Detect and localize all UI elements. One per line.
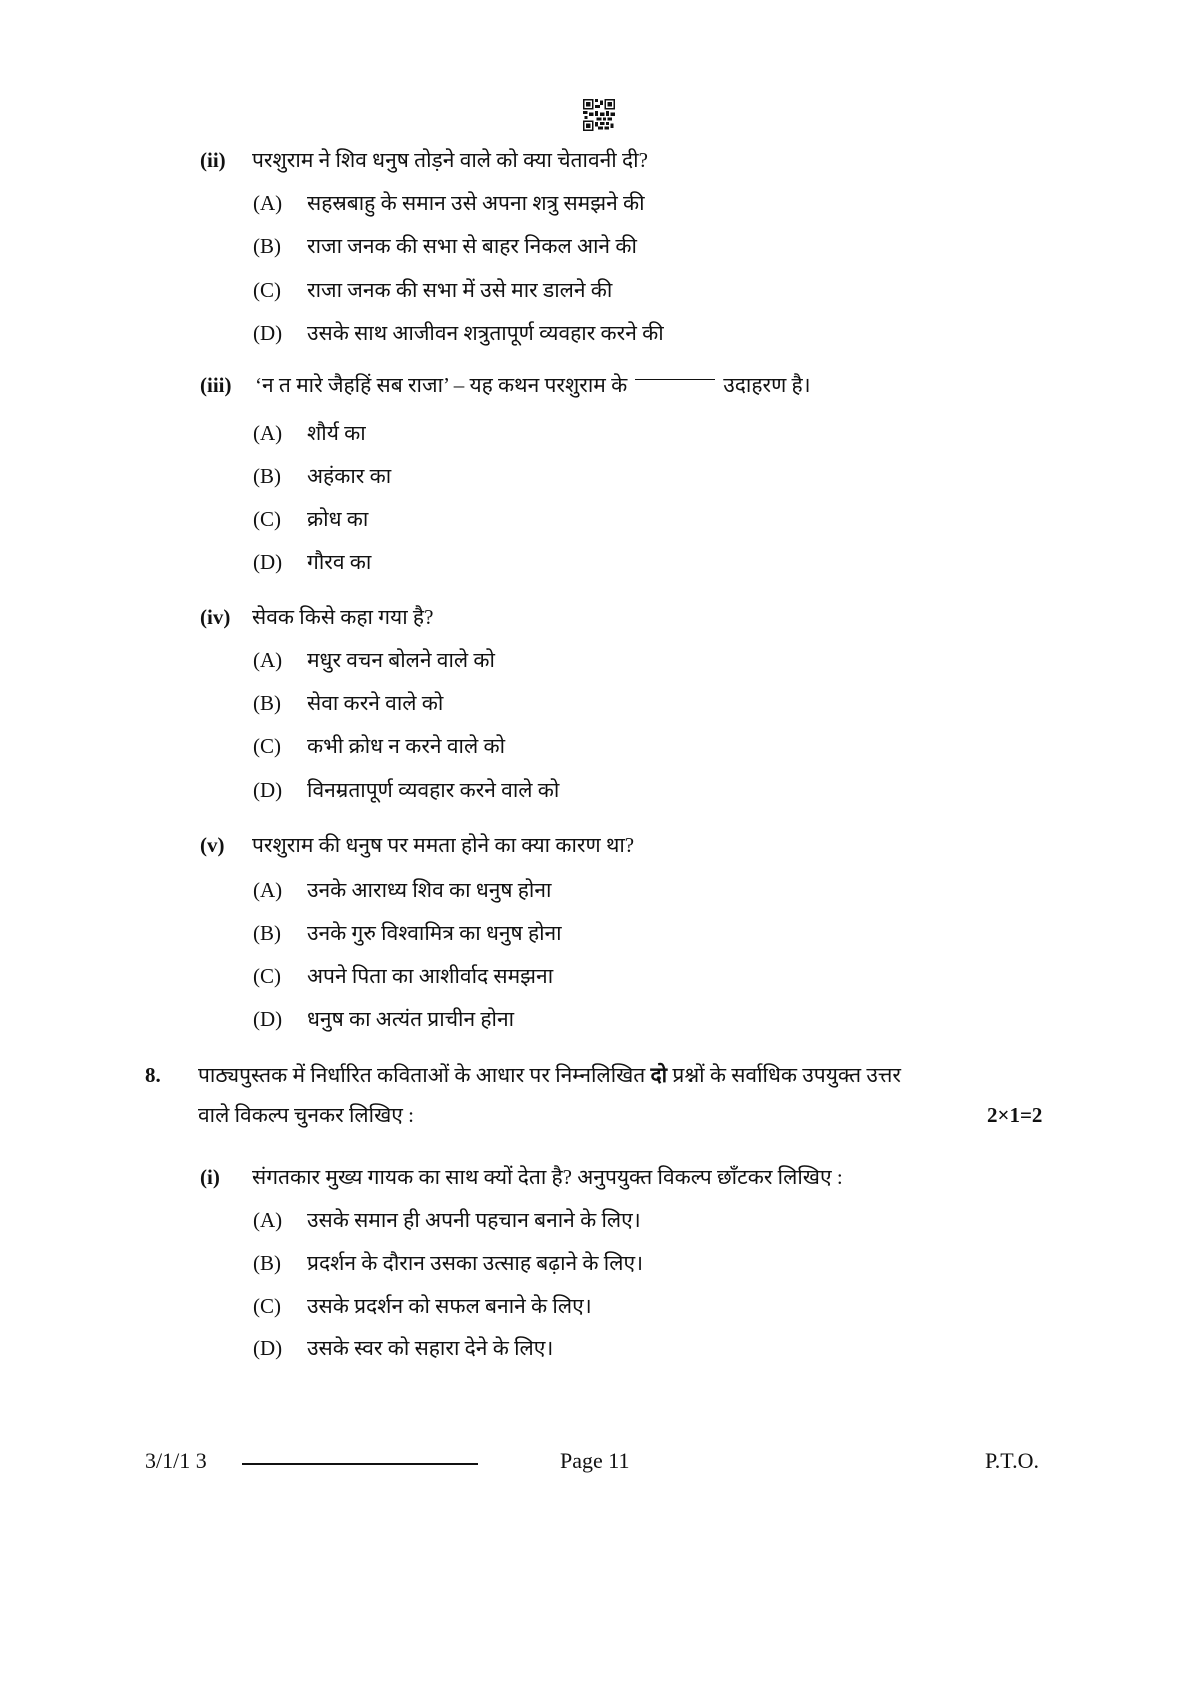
option-text: राजा जनक की सभा में उसे मार डालने की (307, 278, 613, 302)
option-text: शौर्य का (307, 421, 366, 445)
option-text: अपने पिता का आशीर्वाद समझना (307, 964, 554, 988)
fill-blank (635, 379, 715, 380)
question-text-emphasis: दो (650, 1063, 668, 1087)
question-text-after: प्रश्नों के सर्वाधिक उपयुक्त उत्तर (672, 1063, 901, 1087)
question-text: सेवक किसे कहा गया है? (252, 605, 434, 629)
page-number: Page 11 (560, 1448, 630, 1473)
question-text: परशुराम ने शिव धनुष तोड़ने वाले को क्या चेतावनी दी? (252, 148, 648, 172)
option-text: विनम्रतापूर्ण व्यवहार करने वाले को (307, 778, 560, 802)
option-label: (A) (253, 648, 283, 672)
footer-divider (242, 1463, 478, 1465)
option-text: मधुर वचन बोलने वाले को (307, 648, 495, 672)
option-label: (C) (253, 278, 281, 302)
option-text: गौरव का (307, 550, 372, 574)
question-text (198, 1061, 901, 1089)
option-label: (B) (253, 691, 281, 715)
option-text: उनके आराध्य शिव का धनुष होना (307, 878, 552, 902)
pto-label: P.T.O. (985, 1448, 1039, 1473)
option-label: (C) (253, 964, 281, 988)
option-text: सेवा करने वाले को (307, 691, 444, 715)
option-label: (C) (253, 507, 281, 531)
question-text-before: ‘न त मारे जैहहिं सब राजा’ – यह कथन परशुराम के (255, 373, 628, 397)
question-label: (iv) (200, 605, 231, 629)
marks: 2×1=2 (987, 1103, 1043, 1127)
option-label: (A) (253, 878, 283, 902)
question-text-before: पाठ्यपुस्तक में निर्धारित कविताओं के आधार पर निम्नलिखित (198, 1063, 646, 1087)
option-text: क्रोध का (307, 507, 369, 531)
option-label: (B) (253, 921, 281, 945)
option-label: (A) (253, 1208, 283, 1232)
option-label: (D) (253, 321, 283, 345)
question-text-line2: वाले विकल्प चुनकर लिखिए : (198, 1103, 414, 1127)
option-label: (B) (253, 464, 281, 488)
option-text: उसके समान ही अपनी पहचान बनाने के लिए। (307, 1208, 641, 1232)
question-number: 8. (145, 1063, 161, 1087)
question-text-after: उदाहरण है। (723, 373, 811, 397)
option-label: (A) (253, 191, 283, 215)
qr-code-icon (583, 99, 615, 131)
option-label: (D) (253, 778, 283, 802)
option-label: (C) (253, 1294, 281, 1318)
option-label: (A) (253, 421, 283, 445)
question-text (255, 371, 811, 399)
option-label: (B) (253, 1251, 281, 1275)
option-label: (B) (253, 234, 281, 258)
question-label: (ii) (200, 148, 226, 172)
option-text: कभी क्रोध न करने वाले को (307, 734, 506, 758)
option-text: उसके प्रदर्शन को सफल बनाने के लिए। (307, 1294, 592, 1318)
option-label: (D) (253, 1007, 283, 1031)
question-label: (i) (200, 1165, 220, 1189)
question-text: संगतकार मुख्य गायक का साथ क्यों देता है? अनुपयुक्त विकल्प छाँटकर लिखिए : (252, 1165, 843, 1189)
option-text: धनुष का अत्यंत प्राचीन होना (307, 1007, 515, 1031)
question-label: (iii) (200, 373, 232, 397)
option-text: सहस्रबाहु के समान उसे अपना शत्रु समझने की (307, 191, 645, 215)
option-label: (D) (253, 1336, 283, 1360)
option-label: (C) (253, 734, 281, 758)
option-text: उसके स्वर को सहारा देने के लिए। (307, 1336, 554, 1360)
option-text: प्रदर्शन के दौरान उसका उत्साह बढ़ाने के लिए। (307, 1251, 644, 1275)
option-text: उसके साथ आजीवन शत्रुतापूर्ण व्यवहार करने की (307, 321, 664, 345)
option-text: अहंकार का (307, 464, 392, 488)
option-text: उनके गुरु विश्वामित्र का धनुष होना (307, 921, 562, 945)
option-label: (D) (253, 550, 283, 574)
paper-code: 3/1/1 3 (145, 1448, 207, 1473)
question-text: परशुराम की धनुष पर ममता होने का क्या कारण था? (252, 833, 635, 857)
question-label: (v) (200, 833, 225, 857)
option-text: राजा जनक की सभा से बाहर निकल आने की (307, 234, 637, 258)
